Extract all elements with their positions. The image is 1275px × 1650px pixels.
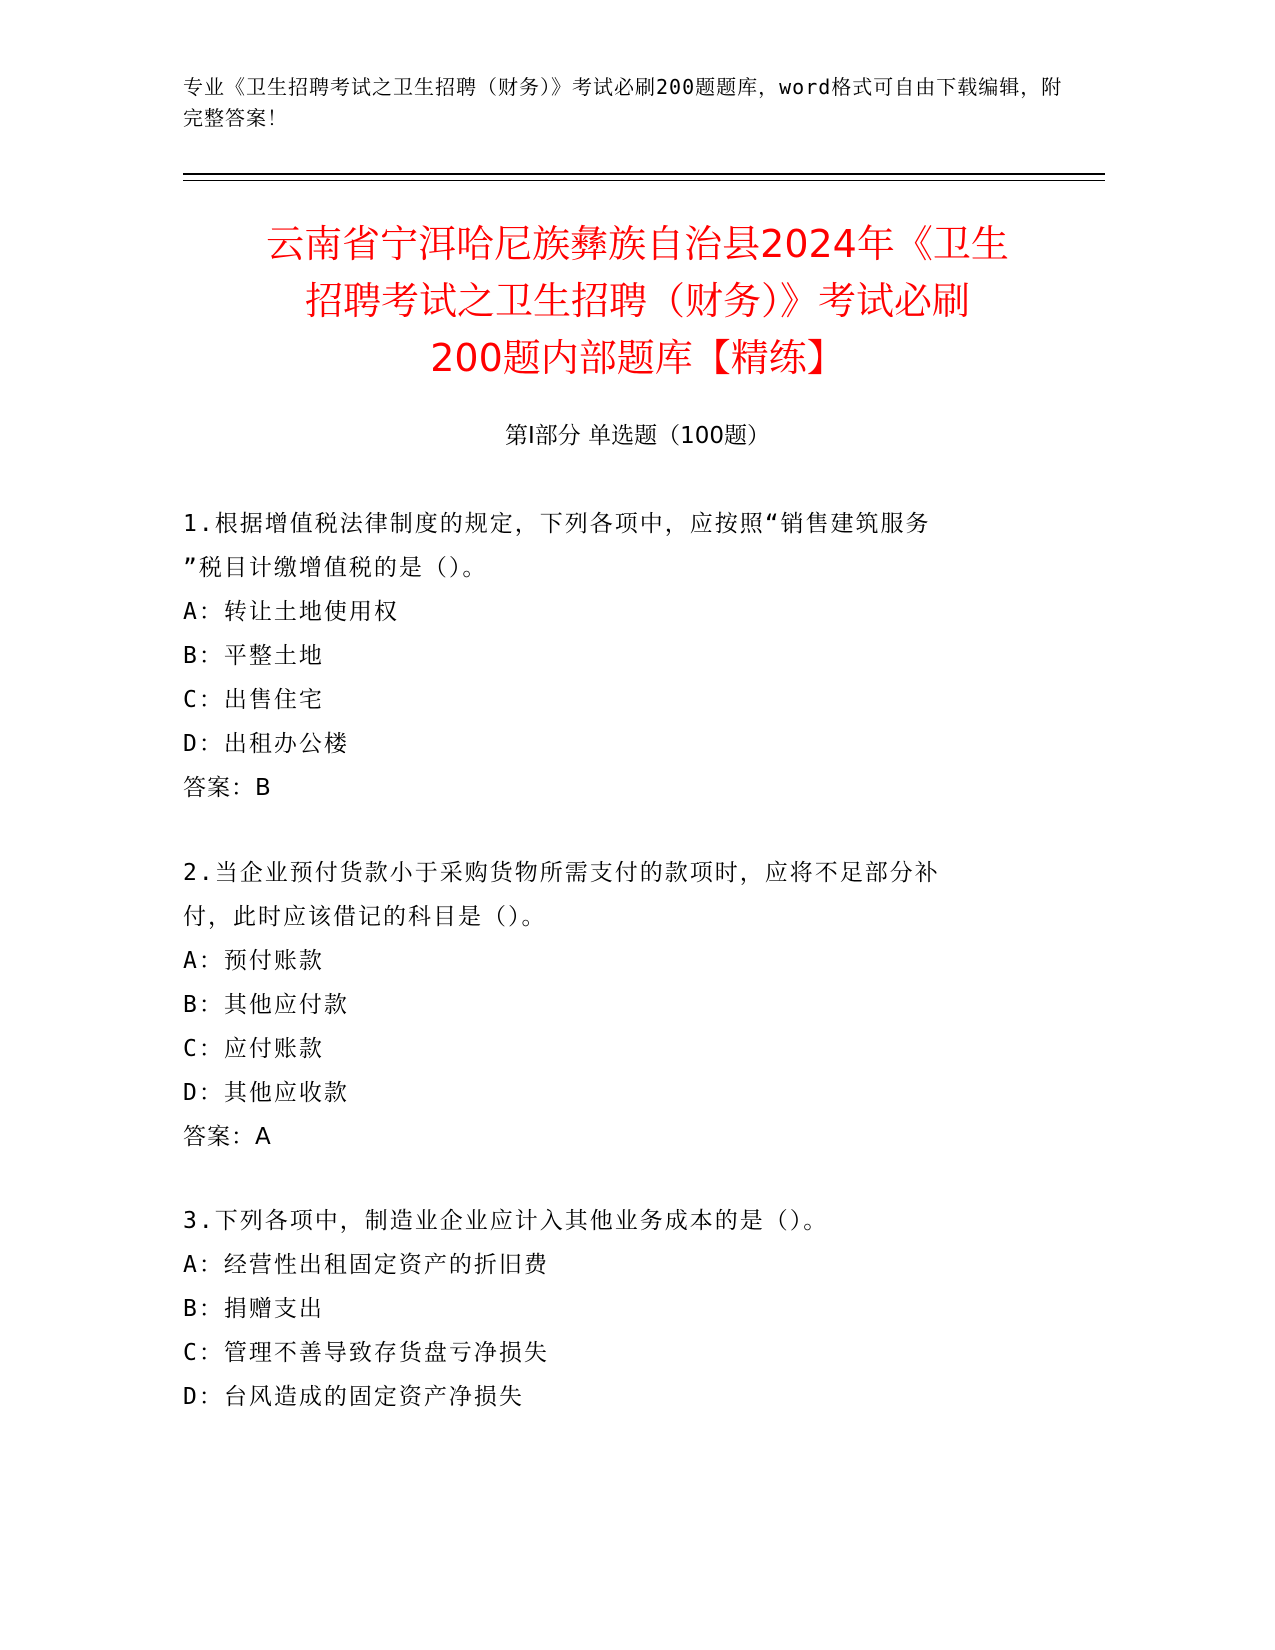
question-stem-line: 付，此时应该借记的科目是（）。 <box>183 904 547 930</box>
header-divider-thin <box>183 180 1105 181</box>
question-stem-line: ”税目计缴增值税的是（）。 <box>183 555 488 581</box>
question-stem-line: 2.当企业预付货款小于采购货物所需支付的款项时，应将不足部分补 <box>183 860 940 886</box>
answer: 答案：A <box>183 1124 272 1150</box>
option-c: C：应付账款 <box>183 1036 324 1062</box>
title-line-3: 200题内部题库【精练】 <box>430 336 845 380</box>
option-b: B：捐赠支出 <box>183 1296 324 1322</box>
option-a: A：预付账款 <box>183 948 324 974</box>
option-a: A：经营性出租固定资产的折旧费 <box>183 1252 549 1278</box>
option-b: B：其他应付款 <box>183 992 349 1018</box>
header-note: 专业《卫生招聘考试之卫生招聘（财务）》考试必刷200题题库，word格式可自由下载编辑，附完整答案！ <box>183 75 1063 130</box>
option-a: A：转让土地使用权 <box>183 599 399 625</box>
answer: 答案：B <box>183 775 272 801</box>
document-title <box>150 216 1125 387</box>
question-stem-line: 1.根据增值税法律制度的规定，下列各项中，应按照“销售建筑服务 <box>183 511 931 537</box>
question-2 <box>183 851 1053 1159</box>
title-line-2: 招聘考试之卫生招聘（财务）》考试必刷 <box>304 279 970 323</box>
option-d: D：其他应收款 <box>183 1080 349 1106</box>
option-d: D：台风造成的固定资产净损失 <box>183 1384 524 1410</box>
question-1 <box>183 502 1053 810</box>
question-stem-line: 3.下列各项中，制造业企业应计入其他业务成本的是（）。 <box>183 1208 829 1234</box>
header-divider-thick <box>183 173 1105 175</box>
option-d: D：出租办公楼 <box>183 731 349 757</box>
option-b: B：平整土地 <box>183 643 324 669</box>
question-3 <box>183 1199 1053 1419</box>
option-c: C：出售住宅 <box>183 687 324 713</box>
title-line-1: 云南省宁洱哈尼族彝族自治县2024年《卫生 <box>266 222 1009 266</box>
section-heading: 第Ⅰ部分 单选题（100题） <box>505 423 770 449</box>
option-c: C：管理不善导致存货盘亏净损失 <box>183 1340 549 1366</box>
